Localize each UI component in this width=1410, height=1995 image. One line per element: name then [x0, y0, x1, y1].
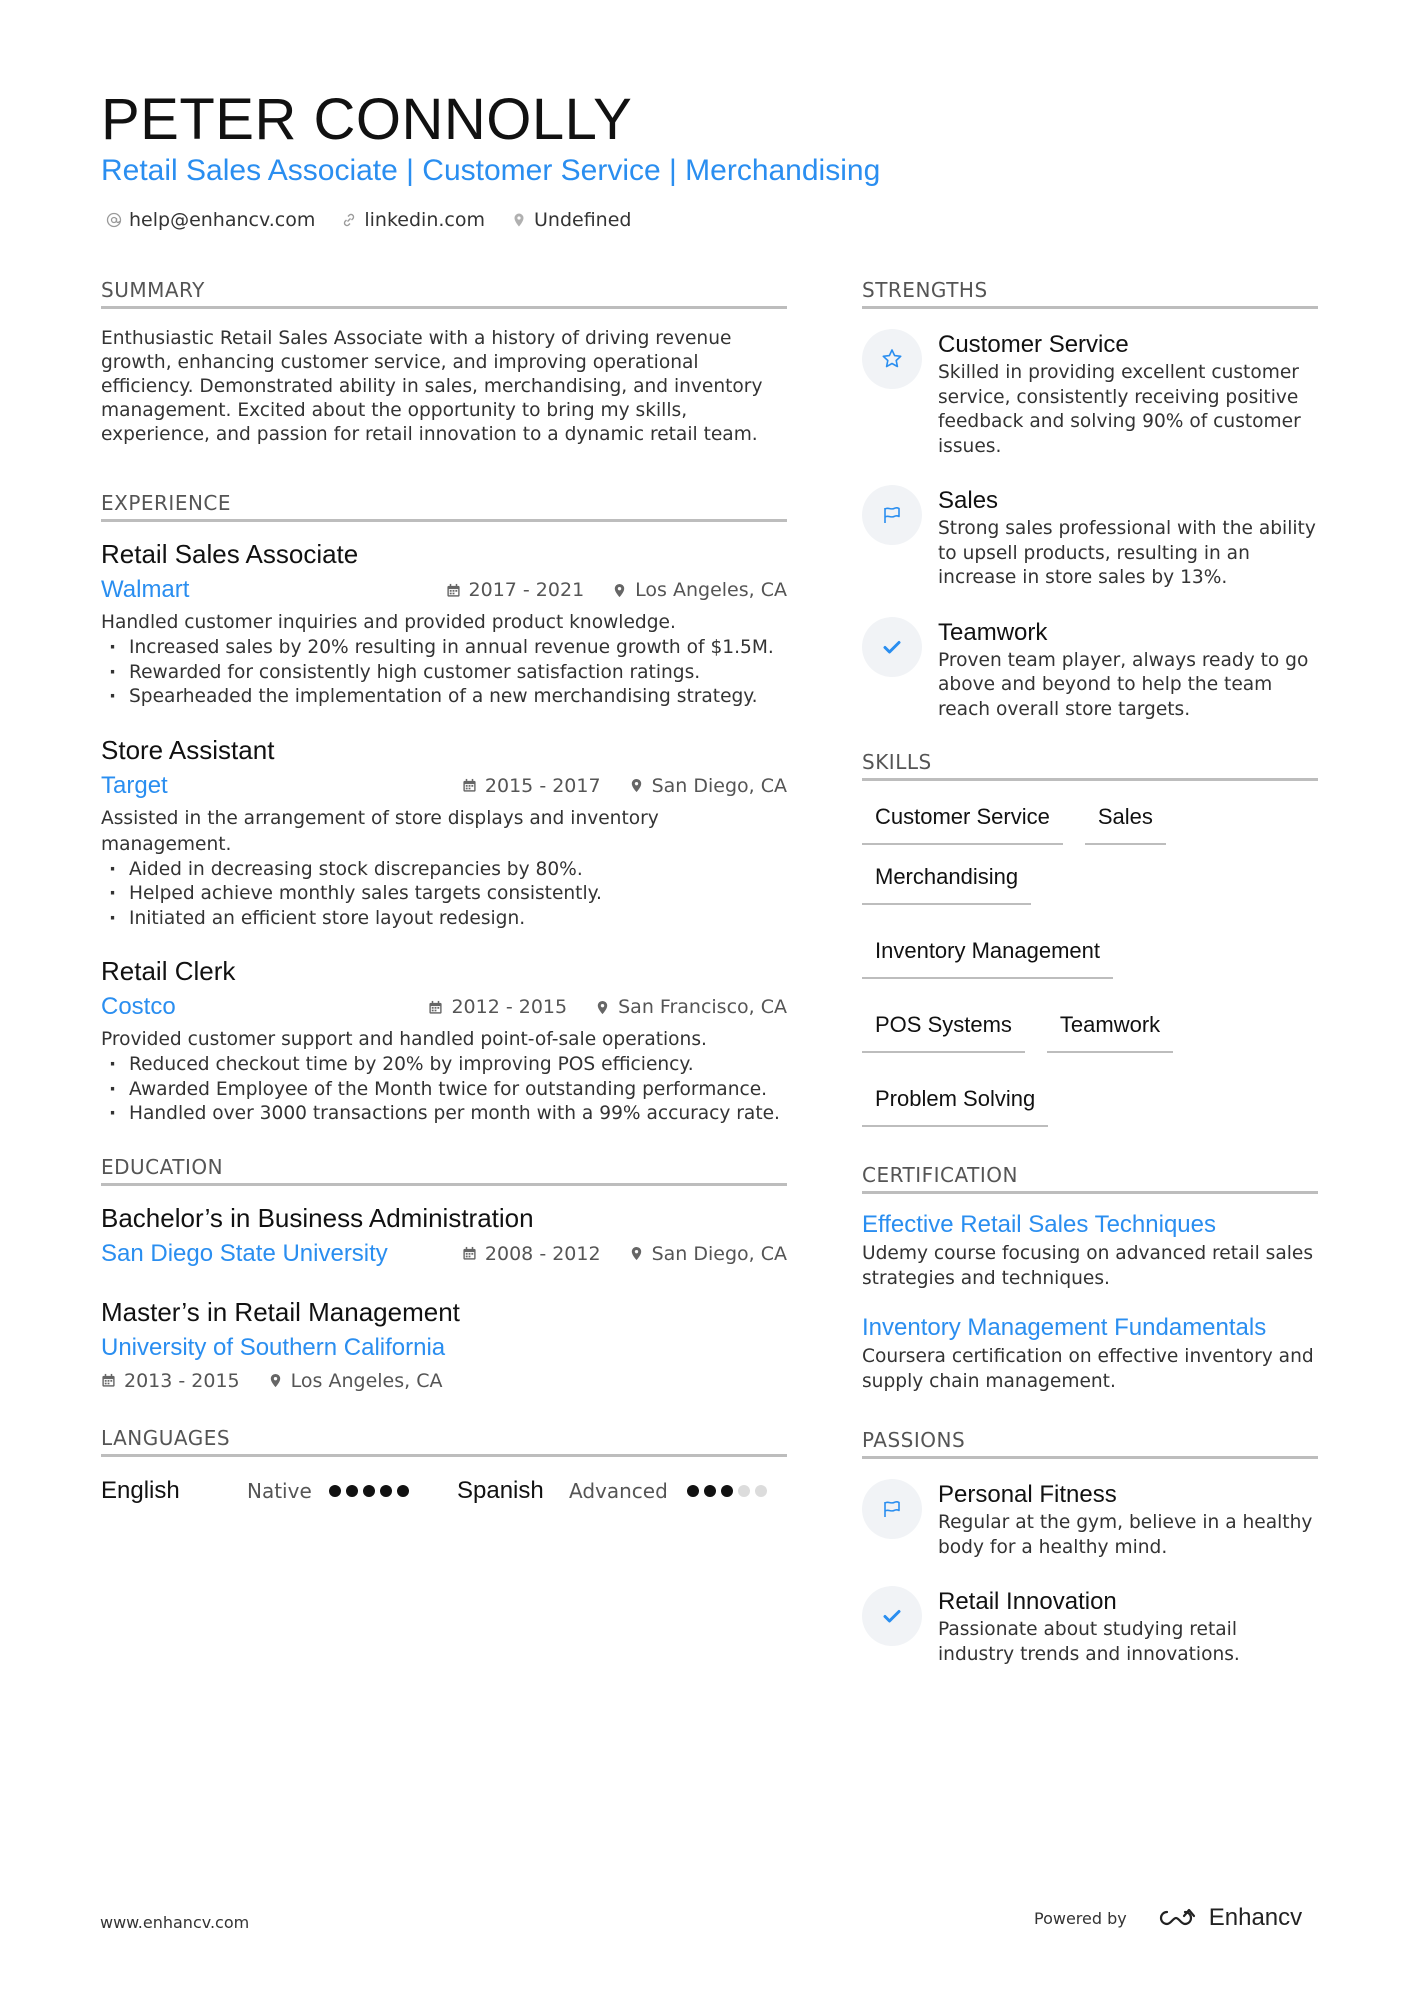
location-pin-icon — [629, 1246, 644, 1261]
calendar-icon — [428, 1000, 443, 1015]
job-meta — [462, 775, 787, 797]
rating-dot-filled — [363, 1485, 375, 1497]
education-location-text: San Diego, CA — [651, 1242, 787, 1265]
skill-tag: Merchandising — [862, 859, 1031, 905]
location-pin-icon — [268, 1373, 283, 1388]
strength-title: Teamwork — [938, 618, 1048, 646]
passion-item — [862, 1479, 1318, 1560]
degree-title: Master’s in Retail Management — [101, 1296, 460, 1327]
contact-linkedin[interactable] — [341, 209, 485, 231]
footer-branding — [1034, 1904, 1302, 1932]
section-title: STRENGTHS — [862, 278, 1318, 309]
footer-website[interactable]: www.enhancv.com — [100, 1913, 250, 1932]
job-meta — [428, 996, 787, 1018]
contact-email[interactable] — [106, 209, 315, 231]
certification-entry — [862, 1311, 1318, 1394]
job-meta — [446, 579, 787, 601]
section-title: SKILLS — [862, 750, 1318, 781]
passion-title: Retail Innovation — [938, 1588, 1117, 1615]
calendar-icon — [462, 1246, 477, 1261]
education-school-row — [101, 1330, 787, 1366]
strength-item — [862, 617, 1318, 723]
language-entry — [101, 1471, 409, 1511]
contact-location — [511, 209, 631, 231]
passion-title: Personal Fitness — [938, 1481, 1117, 1508]
job-description: Handled customer inquiries and provided product knowledge. — [101, 612, 676, 633]
skills-section — [862, 750, 1318, 1127]
section-title: SUMMARY — [101, 278, 787, 309]
job-bullet: · Initiated an efficient store layout redesign. — [101, 907, 787, 932]
certification-section — [862, 1163, 1318, 1394]
skill-tag: Teamwork — [1047, 1007, 1173, 1053]
job-bullet: · Spearheaded the implementation of a new merchandising strategy. — [101, 685, 787, 710]
languages-list — [101, 1471, 787, 1511]
job-bullet: · Increased sales by 20% resulting in annual revenue growth of $1.5M. — [101, 636, 787, 661]
skills-list — [862, 799, 1318, 1127]
summary-section — [101, 278, 787, 447]
star-icon — [880, 347, 904, 371]
job-description: Provided customer support and handled point-of-sale operations. — [101, 1029, 707, 1050]
summary-text: Enthusiastic Retail Sales Associate with a history of driving revenue growth, enhancing customer service, and improving operational efficiency. Demonstrated ability in sales, merchandising, and inventory management. Excited about the opportunity to bring my skills, experience, and passion for retail innovation to a dynamic retail team. — [101, 328, 763, 445]
checkmark-icon — [880, 635, 904, 659]
skill-tag: Problem Solving — [862, 1081, 1048, 1127]
language-name: English — [101, 1476, 180, 1504]
certification-title[interactable]: Effective Retail Sales Techniques — [862, 1211, 1216, 1238]
checkmark-icon — [880, 1604, 904, 1628]
experience-entry — [101, 536, 787, 710]
section-title: EXPERIENCE — [101, 491, 787, 522]
job-bullets — [101, 1053, 787, 1127]
contact-email-text: help@enhancv.com — [129, 209, 316, 231]
company-name[interactable]: Walmart — [101, 576, 190, 603]
rating-dot-filled — [687, 1485, 699, 1497]
job-dates — [446, 579, 585, 601]
certification-title[interactable]: Inventory Management Fundamentals — [862, 1314, 1267, 1341]
section-title: PASSIONS — [862, 1428, 1318, 1459]
job-bullet: · Reduced checkout time by 20% by improving POS efficiency. — [101, 1053, 787, 1078]
skill-tag: Inventory Management — [862, 933, 1113, 979]
location-pin-icon — [595, 1000, 610, 1015]
job-title: Store Assistant — [101, 734, 275, 765]
rating-dot-empty — [738, 1485, 750, 1497]
calendar-icon — [101, 1373, 116, 1388]
job-bullet: · Aided in decreasing stock discrepancies by 80%. — [101, 858, 787, 883]
education-entry — [101, 1200, 787, 1272]
strength-description: Strong sales professional with the ability to upsell products, resulting in an increase in store sales by 13%. — [938, 518, 1316, 588]
education-location — [629, 1243, 787, 1265]
education-dates — [462, 1243, 601, 1265]
rating-dot-filled — [380, 1485, 392, 1497]
job-location — [629, 775, 787, 797]
passion-description: Regular at the gym, believe in a healthy body for a healthy mind. — [938, 1512, 1313, 1558]
left-column — [101, 278, 787, 1511]
job-bullet: · Handled over 3000 transactions per month with a 99% accuracy rate. — [101, 1102, 787, 1127]
certification-description: Udemy course focusing on advanced retail sales strategies and techniques. — [862, 1243, 1314, 1289]
rating-dot-empty — [755, 1485, 767, 1497]
skill-tag: POS Systems — [862, 1007, 1025, 1053]
passion-icon-wrap — [862, 1586, 922, 1646]
languages-section — [101, 1426, 787, 1511]
job-title: Retail Sales Associate — [101, 539, 359, 569]
job-dates-text: 2015 - 2017 — [484, 774, 601, 797]
job-meta-row — [101, 572, 787, 608]
location-pin-icon — [612, 583, 627, 598]
rating-dot-filled — [329, 1485, 341, 1497]
rating-dot-filled — [721, 1485, 733, 1497]
strength-title: Customer Service — [938, 331, 1129, 358]
job-meta-row — [101, 768, 787, 804]
calendar-icon — [446, 583, 461, 598]
experience-entry — [101, 732, 787, 932]
rating-dot-filled — [704, 1485, 716, 1497]
passion-description: Passionate about studying retail industry trends and innovations. — [938, 1619, 1240, 1665]
strength-icon-wrap — [862, 485, 922, 545]
strength-icon-wrap — [862, 329, 922, 389]
enhancv-logo-icon — [1153, 1906, 1199, 1930]
experience-section — [101, 491, 787, 1127]
job-meta-row — [101, 989, 787, 1025]
education-dates-text: 2008 - 2012 — [484, 1242, 601, 1265]
strengths-section — [862, 278, 1318, 722]
contact-bar — [106, 209, 631, 231]
certification-entry — [862, 1208, 1318, 1291]
language-entry — [457, 1471, 767, 1511]
job-dates — [462, 775, 601, 797]
powered-by-label: Powered by — [1034, 1908, 1127, 1928]
job-bullet: · Rewarded for consistently high customer satisfaction ratings. — [101, 661, 787, 686]
rating-dot-filled — [397, 1485, 409, 1497]
certification-description: Coursera certification on effective inventory and supply chain management. — [862, 1346, 1314, 1392]
strength-title: Sales — [938, 487, 999, 514]
job-dates — [428, 996, 567, 1018]
candidate-headline: Retail Sales Associate | Customer Service | Merchandising — [101, 154, 881, 187]
contact-location-text: Undefined — [534, 209, 632, 231]
location-pin-icon — [629, 778, 644, 793]
strength-description: Proven team player, always ready to go above and beyond to help the team reach overall store targets. — [938, 649, 1309, 720]
experience-entry — [101, 953, 787, 1127]
job-location — [612, 579, 787, 601]
passions-section — [862, 1428, 1318, 1667]
language-rating — [329, 1485, 409, 1497]
right-column — [862, 278, 1318, 1693]
passion-item — [862, 1586, 1318, 1667]
job-bullet: · Helped achieve monthly sales targets consistently. — [101, 882, 787, 907]
job-dates-text: 2012 - 2015 — [451, 996, 568, 1018]
at-icon — [106, 212, 122, 228]
education-location-text: Los Angeles, CA — [290, 1369, 443, 1392]
education-meta — [462, 1243, 787, 1265]
strength-item — [862, 485, 1318, 591]
flag-icon — [880, 1497, 904, 1521]
language-rating — [687, 1485, 767, 1497]
strength-item — [862, 329, 1318, 459]
section-title: EDUCATION — [101, 1155, 787, 1186]
school-name[interactable]: San Diego State University — [101, 1239, 388, 1267]
job-location — [595, 996, 787, 1018]
section-title: CERTIFICATION — [862, 1163, 1318, 1194]
job-bullets — [101, 636, 787, 710]
job-dates-text: 2017 - 2021 — [468, 579, 585, 601]
section-title: LANGUAGES — [101, 1426, 787, 1457]
skill-tag: Sales — [1085, 799, 1166, 845]
flag-icon — [880, 503, 904, 527]
calendar-icon — [462, 778, 477, 793]
candidate-name: PETER CONNOLLY — [101, 87, 633, 152]
link-icon — [341, 212, 357, 228]
education-entry — [101, 1294, 787, 1396]
language-level: Advanced — [569, 1478, 668, 1503]
education-section — [101, 1155, 787, 1396]
passion-icon-wrap — [862, 1479, 922, 1539]
job-location-text: San Francisco, CA — [618, 996, 787, 1018]
education-dates — [101, 1370, 240, 1392]
job-bullets — [101, 858, 787, 932]
education-dates-text: 2013 - 2015 — [124, 1369, 240, 1392]
job-description: Assisted in the arrangement of store displays and inventory management. — [101, 807, 659, 855]
rating-dot-filled — [346, 1485, 358, 1497]
strength-description: Skilled in providing excellent customer service, consistently receiving positive feedback and solving 90% of customer issues. — [938, 362, 1301, 457]
job-title: Retail Clerk — [101, 956, 236, 986]
education-meta — [101, 1366, 787, 1396]
degree-title: Bachelor’s in Business Administration — [101, 1202, 534, 1233]
education-location — [268, 1370, 443, 1392]
location-pin-icon — [511, 212, 527, 228]
company-name[interactable]: Costco — [101, 993, 176, 1020]
enhancv-logo-text: Enhancv — [1208, 1904, 1303, 1931]
job-location-text: Los Angeles, CA — [635, 579, 787, 601]
contact-linkedin-text: linkedin.com — [364, 209, 485, 231]
job-bullet: · Awarded Employee of the Month twice for outstanding performance. — [101, 1078, 787, 1103]
enhancv-logo[interactable] — [1153, 1904, 1302, 1932]
skill-tag: Customer Service — [862, 799, 1063, 845]
language-name: Spanish — [457, 1476, 544, 1504]
job-location-text: San Diego, CA — [651, 774, 787, 797]
language-level: Native — [247, 1478, 312, 1503]
company-name[interactable]: Target — [101, 771, 168, 799]
education-meta-row — [101, 1236, 787, 1272]
school-name[interactable]: University of Southern California — [101, 1333, 446, 1361]
strength-icon-wrap — [862, 617, 922, 677]
